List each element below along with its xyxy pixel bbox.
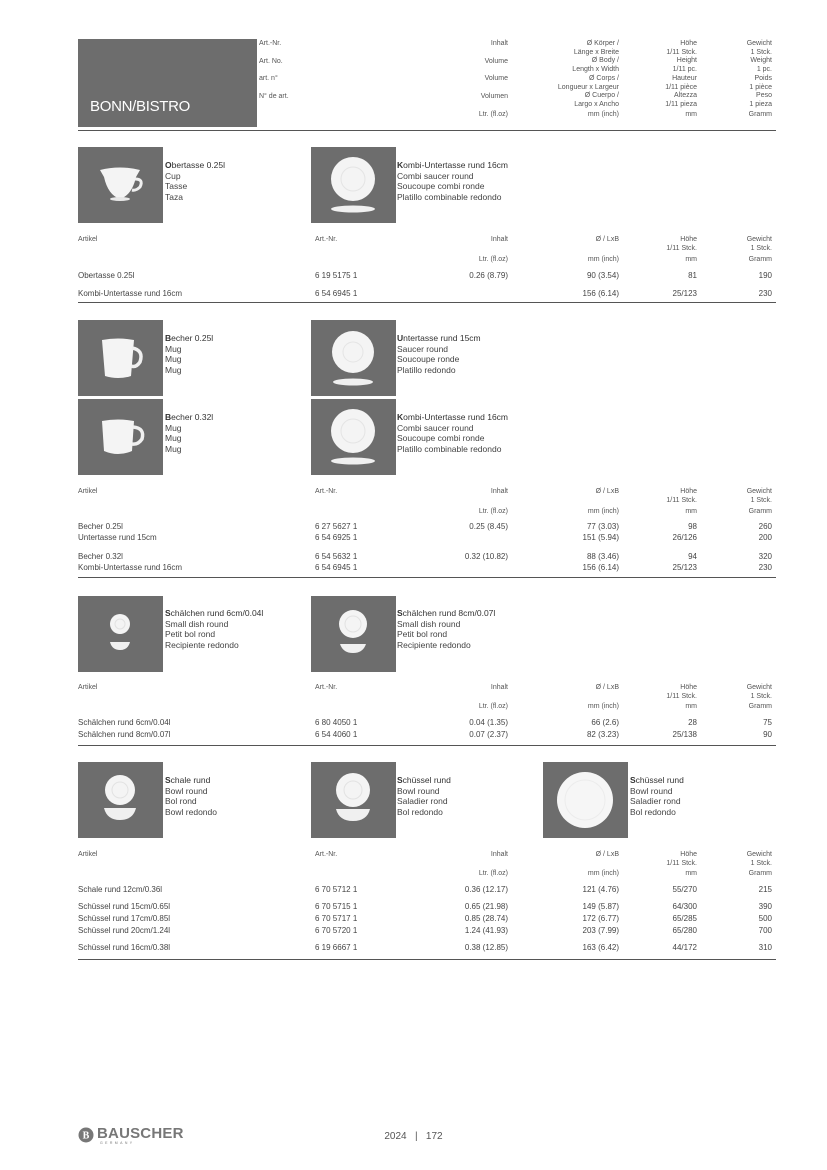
product-translation: Mug [165, 343, 182, 354]
cell-gewicht: 260 [758, 522, 772, 531]
col-header-inhalt: Inhalt [490, 488, 508, 495]
col-header-text: Höhe [680, 236, 697, 243]
col-header-artikel: Artikel [78, 488, 98, 495]
cell-gewicht: 500 [758, 914, 772, 923]
cell-art-nr: 6 70 5720 1 [315, 926, 358, 935]
cell-name: Obertasse 0.25l [78, 271, 135, 280]
header-text: 1 pc. [756, 66, 772, 74]
cell-art-nr: 6 70 5715 1 [315, 902, 358, 911]
header-text: Inhalt [490, 40, 508, 47]
product-image-combi-saucer [311, 147, 396, 223]
product-name-block [165, 160, 225, 202]
cell-hoehe: 81 [688, 271, 697, 280]
col-unit-hoehe: mm [685, 703, 697, 710]
product-translation: Small dish round [165, 618, 229, 629]
product-translation: Saladier rond [630, 796, 681, 806]
product-image-bowl-round [78, 762, 163, 838]
col-unit-gewicht: Gramm [748, 508, 772, 515]
cell-gewicht: 390 [758, 902, 772, 911]
header-text: Gewicht [746, 40, 772, 47]
cell-gewicht: 190 [758, 271, 772, 280]
divider [78, 745, 776, 746]
product-image-salad-bowl [311, 762, 396, 838]
col-header-art-nr: Art.-Nr. [315, 236, 338, 243]
col-header-text: Gewicht [746, 236, 772, 243]
col-header-text: 1 Stck. [750, 859, 772, 867]
footer-separator: | [414, 1131, 418, 1142]
product-image-small-dish-8 [311, 596, 396, 672]
cell-dim: 203 (7.99) [582, 926, 619, 935]
product-translation: Soucoupe combi ronde [397, 181, 485, 191]
product-image-mug-032 [78, 399, 163, 475]
cell-dim: 156 (6.14) [582, 289, 619, 298]
product-translation: Platillo combinable redondo [397, 443, 502, 454]
product-translation: Mug [165, 443, 182, 454]
cell-name: Schälchen rund 6cm/0.04l [78, 718, 171, 727]
header-text: Art.-Nr. [259, 40, 282, 47]
col-header-artikel: Artikel [78, 236, 98, 243]
header-text: art. n° [259, 75, 278, 83]
header-text: 1 Stck. [750, 48, 772, 56]
col-header-hoehe [640, 488, 697, 505]
header-text: Length x Width [572, 66, 619, 74]
product-image-saucer-15 [311, 320, 396, 396]
cell-dim: 163 (6.42) [582, 943, 619, 952]
col-header-hoehe [640, 236, 697, 253]
product-translation: Mug [165, 354, 182, 364]
cell-gewicht: 230 [758, 563, 772, 572]
header-text: Peso [756, 92, 772, 100]
product-title: Kombi-Untertasse rund 16cm [397, 412, 509, 422]
header-text: Ltr. (fl.oz) [478, 110, 508, 118]
brand-sub: GERMANY [100, 1141, 135, 1145]
product-translation: Bowl round [165, 785, 208, 796]
col-unit-dim: mm (inch) [587, 256, 619, 263]
product-translation: Bowl round [397, 785, 440, 796]
header-text: 1 pièce [749, 83, 772, 91]
header-text: Poids [754, 74, 772, 82]
cell-hoehe: 94 [688, 552, 697, 561]
product-name-block [630, 775, 684, 817]
col-header-gewicht [712, 488, 772, 505]
cell-inhalt: 0.25 (8.45) [469, 522, 508, 531]
header-text: Longueur x Largeur [557, 83, 619, 91]
col-header-text: Gewicht [746, 488, 772, 495]
svg-text:B: B [82, 1130, 90, 1142]
col-unit-dim: mm (inch) [587, 703, 619, 710]
col-unit-dim: mm (inch) [587, 870, 619, 877]
brand-name: BAUSCHER [97, 1125, 184, 1142]
col-header-inhalt: Inhalt [490, 684, 508, 691]
product-translation: Bowl redondo [165, 806, 217, 817]
col-header-hoehe [640, 851, 697, 868]
product-translation: Petit bol rond [165, 629, 216, 639]
header-text: Art. No. [259, 57, 283, 65]
col-unit-inhalt: Ltr. (fl.oz) [478, 870, 508, 877]
header-text: Volume [484, 75, 508, 83]
product-translation: Cup [165, 170, 181, 181]
col-header-art-nr: Art.-Nr. [315, 488, 338, 495]
cell-gewicht: 215 [758, 885, 772, 894]
product-title: Untertasse rund 15cm [397, 333, 481, 343]
cell-art-nr: 6 70 5712 1 [315, 885, 358, 894]
cell-gewicht: 230 [758, 289, 772, 298]
cell-name: Schüssel rund 17cm/0.85l [78, 914, 171, 923]
cell-hoehe: 65/280 [672, 926, 697, 935]
col-unit-inhalt: Ltr. (fl.oz) [478, 703, 508, 710]
cell-dim: 121 (4.76) [582, 885, 619, 894]
cell-name: Untertasse rund 15cm [78, 533, 157, 542]
col-header-inhalt: Inhalt [490, 851, 508, 858]
col-header-art-nr: Art.-Nr. [315, 851, 338, 858]
page-title: BONN/BISTRO [90, 98, 191, 115]
col-header-art-nr: Art.-Nr. [315, 684, 338, 691]
cell-art-nr: 6 70 5717 1 [315, 914, 358, 923]
header-inhalt [440, 40, 508, 120]
col-header-text: 1/11 Stck. [666, 496, 697, 504]
col-header-dim: Ø / LxB [595, 851, 619, 858]
product-translation: Small dish round [397, 618, 461, 629]
header-text: Ø Körper / [586, 40, 619, 47]
cell-dim: 88 (3.46) [586, 552, 619, 561]
product-translation: Soucoupe ronde [397, 354, 460, 364]
page-footer [0, 1131, 827, 1142]
col-header-artikel: Artikel [78, 851, 98, 858]
cell-art-nr: 6 19 6667 1 [315, 943, 358, 952]
product-name-block [397, 333, 481, 375]
cell-hoehe: 25/123 [672, 563, 697, 572]
col-header-gewicht [712, 236, 772, 253]
header-title-box [78, 39, 257, 127]
product-name-block [165, 608, 263, 650]
header-text: Gramm [748, 110, 772, 118]
col-header-text: 1 Stck. [750, 496, 772, 504]
cell-name: Kombi-Untertasse rund 16cm [78, 563, 183, 572]
header-text: Volumen [480, 93, 508, 101]
product-name-block [165, 412, 213, 454]
cell-name: Schüssel rund 20cm/1.24l [78, 926, 171, 935]
product-name-block [397, 608, 495, 650]
header-text: Ø Body / [591, 57, 619, 65]
col-header-inhalt: Inhalt [490, 236, 508, 243]
col-header-text: Höhe [680, 851, 697, 858]
product-title: Schüssel rund [397, 775, 451, 785]
col-unit-gewicht: Gramm [748, 256, 772, 263]
col-header-artikel: Artikel [78, 684, 98, 691]
product-image-mug-025 [78, 320, 163, 396]
product-translation: Petit bol rond [397, 629, 448, 639]
col-unit-hoehe: mm [685, 870, 697, 877]
cell-art-nr: 6 54 5632 1 [315, 552, 358, 561]
header-text: 1/11 pieza [665, 100, 697, 108]
col-unit-dim: mm (inch) [587, 508, 619, 515]
cell-dim: 156 (6.14) [582, 563, 619, 572]
cell-name: Kombi-Untertasse rund 16cm [78, 289, 183, 298]
cell-dim: 90 (3.54) [586, 271, 619, 280]
header-text: Height [676, 57, 697, 65]
product-translation: Mug [165, 364, 182, 375]
product-image-cup [78, 147, 163, 223]
header-text: Ø Corps / [589, 74, 619, 82]
col-header-text: 1/11 Stck. [666, 692, 697, 700]
col-header-text: 1/11 Stck. [666, 244, 697, 252]
product-translation: Recipiente redondo [397, 639, 471, 650]
cell-inhalt: 0.26 (8.79) [469, 271, 508, 280]
product-translation: Saucer round [397, 343, 449, 354]
cell-hoehe: 64/300 [672, 902, 697, 911]
cell-gewicht: 90 [763, 730, 772, 739]
header-text: Weight [750, 57, 772, 65]
cell-name: Schüssel rund 16cm/0.38l [78, 943, 171, 952]
product-title: Schälchen rund 8cm/0.07l [397, 608, 496, 618]
header-gewicht [712, 40, 772, 119]
product-translation: Bowl round [630, 785, 673, 796]
cell-hoehe: 28 [688, 718, 697, 727]
product-translation: Bol redondo [397, 806, 443, 817]
product-title: Kombi-Untertasse rund 16cm [397, 160, 509, 170]
footer-year: 2024 [384, 1131, 407, 1142]
col-header-dim: Ø / LxB [595, 684, 619, 691]
cell-name: Becher 0.32l [78, 552, 123, 561]
product-title: Becher 0.25l [165, 333, 214, 343]
product-translation: Mug [165, 433, 182, 443]
cell-hoehe: 44/172 [672, 943, 697, 952]
cell-hoehe: 25/138 [672, 730, 697, 739]
product-title: Obertasse 0.25l [165, 160, 226, 170]
cell-art-nr: 6 54 6925 1 [315, 533, 358, 542]
product-translation: Platillo redondo [397, 364, 456, 375]
product-title: Becher 0.32l [165, 412, 214, 422]
header-text: mm [685, 110, 697, 118]
cell-name: Schüssel rund 15cm/0.65l [78, 902, 171, 911]
cell-art-nr: 6 80 4050 1 [315, 718, 358, 727]
col-unit-hoehe: mm [685, 508, 697, 515]
cell-gewicht: 700 [758, 926, 772, 935]
product-name-block [397, 775, 451, 817]
product-translation: Combi saucer round [397, 422, 474, 433]
divider [78, 302, 776, 303]
col-unit-gewicht: Gramm [748, 870, 772, 877]
cell-name: Becher 0.25l [78, 522, 123, 531]
product-translation: Recipiente redondo [165, 639, 239, 650]
col-header-text: 1/11 Stck. [666, 859, 697, 867]
cell-dim: 66 (2.6) [591, 718, 619, 727]
product-translation: Bol rond [165, 796, 197, 806]
cell-gewicht: 310 [758, 943, 772, 952]
product-name-block [165, 775, 217, 817]
cell-art-nr: 6 54 4060 1 [315, 730, 358, 739]
header-text: 1 pieza [749, 100, 772, 108]
cell-art-nr: 6 27 5627 1 [315, 522, 358, 531]
cell-gewicht: 200 [758, 533, 772, 542]
header-text: Altezza [674, 92, 697, 100]
cell-inhalt: 0.85 (28.74) [464, 914, 508, 923]
cell-inhalt: 0.65 (21.98) [464, 902, 508, 911]
cell-name: Schale rund 12cm/0.36l [78, 885, 163, 894]
product-translation: Tasse [165, 181, 188, 191]
header-text: Länge x Breite [573, 48, 619, 56]
header-text: mm (inch) [587, 110, 619, 118]
cell-art-nr: 6 19 5175 1 [315, 271, 358, 280]
col-header-text: Gewicht [746, 684, 772, 691]
cell-dim: 82 (3.23) [586, 730, 619, 739]
cell-inhalt: 1.24 (41.93) [464, 926, 508, 935]
product-title: Schüssel rund [630, 775, 684, 785]
header-koerper [540, 40, 619, 119]
header-text: Volume [484, 57, 508, 65]
divider [78, 577, 776, 578]
cell-art-nr: 6 54 6945 1 [315, 289, 358, 298]
product-image-small-dish-6 [78, 596, 163, 672]
divider [78, 959, 776, 960]
cell-art-nr: 6 54 6945 1 [315, 563, 358, 572]
product-image-combi-saucer [311, 399, 396, 475]
header-text: Largo x Ancho [574, 100, 619, 108]
col-header-hoehe [640, 684, 697, 701]
product-translation: Bol redondo [630, 806, 676, 817]
col-header-dim: Ø / LxB [595, 488, 619, 495]
header-text: Höhe [680, 40, 697, 47]
cell-dim: 77 (3.03) [586, 522, 619, 531]
header-hoehe [640, 40, 697, 119]
product-name-block [397, 412, 508, 454]
header-text: 1/11 pc. [672, 66, 697, 74]
header-text: Hauteur [672, 74, 697, 82]
cell-name: Schälchen rund 8cm/0.07l [78, 730, 171, 739]
product-image-salad-bowl-large [543, 762, 628, 838]
col-unit-inhalt: Ltr. (fl.oz) [478, 508, 508, 515]
col-header-text: 1 Stck. [750, 692, 772, 700]
cell-hoehe: 98 [688, 522, 697, 531]
cell-inhalt: 0.32 (10.82) [464, 552, 508, 561]
col-header-gewicht [712, 851, 772, 868]
page-number: 172 [425, 1131, 443, 1142]
product-translation: Combi saucer round [397, 170, 474, 181]
cell-gewicht: 320 [758, 552, 772, 561]
product-translation: Soucoupe combi ronde [397, 433, 485, 443]
product-name-block [165, 333, 213, 375]
cell-hoehe: 65/285 [672, 914, 697, 923]
header-art-nr [259, 40, 289, 102]
header-text: 1/11 Stck. [666, 48, 697, 56]
product-translation: Mug [165, 422, 182, 433]
divider [78, 130, 776, 131]
header-text: 1/11 pièce [665, 83, 697, 91]
header-text: Ø Cuerpo / [584, 92, 619, 100]
cell-dim: 172 (6.77) [582, 914, 619, 923]
col-header-text: 1 Stck. [750, 244, 772, 252]
cell-inhalt: 0.36 (12.17) [464, 885, 508, 894]
cell-dim: 149 (5.87) [582, 902, 619, 911]
col-unit-inhalt: Ltr. (fl.oz) [478, 256, 508, 263]
product-title: Schälchen rund 6cm/0.04l [165, 608, 264, 618]
col-unit-hoehe: mm [685, 256, 697, 263]
col-header-dim: Ø / LxB [595, 236, 619, 243]
cell-inhalt: 0.07 (2.37) [469, 730, 508, 739]
cell-dim: 151 (5.94) [582, 533, 619, 542]
col-header-text: Gewicht [746, 851, 772, 858]
cell-inhalt: 0.04 (1.35) [469, 718, 508, 727]
cell-hoehe: 25/123 [672, 289, 697, 298]
col-header-gewicht [712, 684, 772, 701]
col-header-text: Höhe [680, 488, 697, 495]
product-translation: Saladier rond [397, 796, 448, 806]
cell-gewicht: 75 [763, 718, 772, 727]
header-text: N° de art. [259, 93, 289, 101]
col-header-text: Höhe [680, 684, 697, 691]
product-translation: Platillo combinable redondo [397, 191, 502, 202]
col-unit-gewicht: Gramm [748, 703, 772, 710]
cell-hoehe: 26/126 [672, 533, 697, 542]
product-title: Schale rund [165, 775, 211, 785]
cell-inhalt: 0.38 (12.85) [464, 943, 508, 952]
product-name-block [397, 160, 508, 202]
product-translation: Taza [165, 191, 183, 202]
cell-hoehe: 55/270 [672, 885, 697, 894]
